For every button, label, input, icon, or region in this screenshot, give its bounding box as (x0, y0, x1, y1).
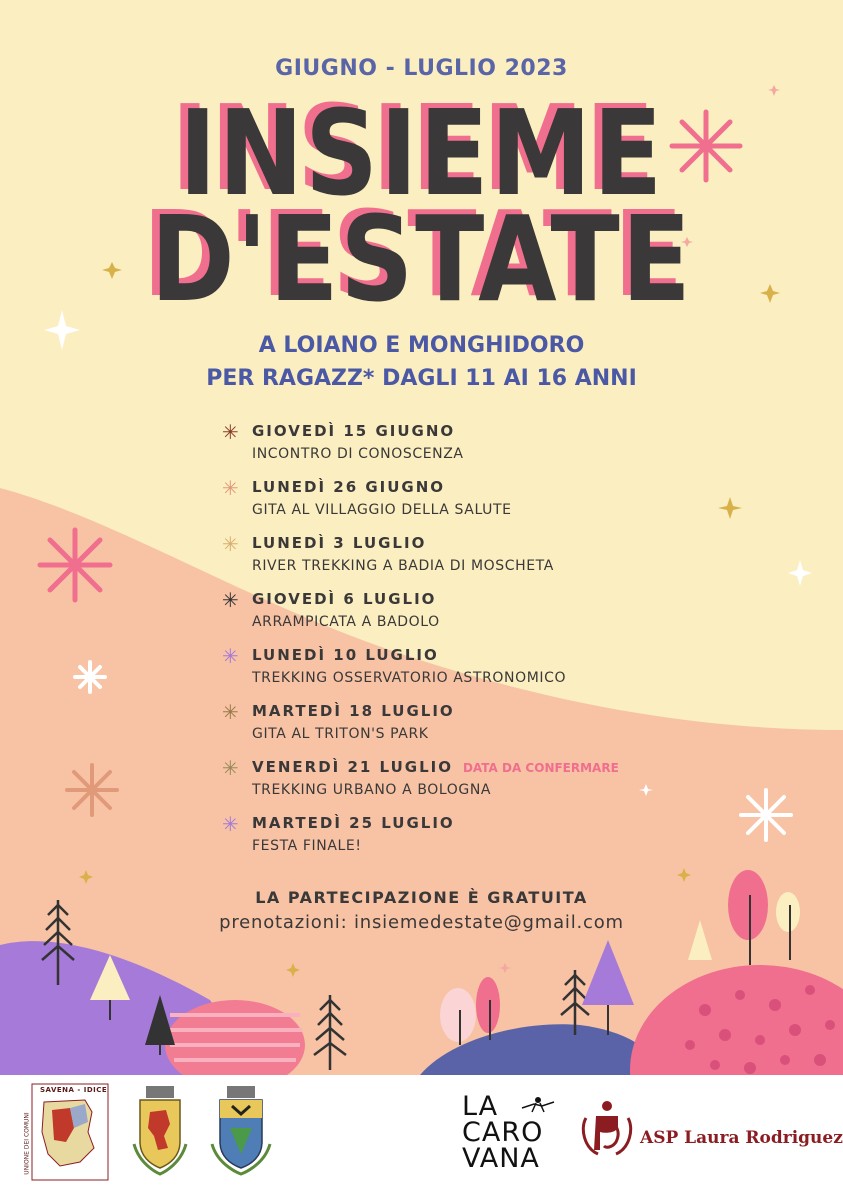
savena-side-text: UNIONE DEI COMUNI (23, 1112, 31, 1175)
event-item (222, 644, 742, 700)
asterisk-star-icon: ✳ (222, 420, 239, 444)
subtitle-location: A LOIANO E MONGHIDORO (258, 333, 585, 358)
event-date (252, 814, 455, 832)
event-item (222, 700, 742, 756)
event-date-text: MARTEDÌ 18 LUGLIO (252, 702, 455, 720)
asterisk-star-icon: ✳ (222, 644, 239, 668)
event-date (252, 534, 426, 552)
event-date (252, 478, 445, 496)
date-range: GIUGNO - LUGLIO 2023 (275, 56, 568, 81)
asterisk-star-icon: ✳ (222, 756, 239, 780)
asterisk-star-icon: ✳ (222, 812, 239, 836)
event-date (252, 590, 436, 608)
booking-email: prenotazioni: insiemedestate@gmail.com (219, 912, 624, 933)
event-date (252, 422, 455, 440)
monghidoro-crest (208, 1084, 274, 1176)
event-date-text: GIOVEDÌ 15 GIUGNO (252, 422, 456, 440)
title-line-2: D'ESTATE (150, 190, 693, 328)
asp-laura-rodriguez-label: ASP Laura Rodriguez (640, 1128, 843, 1148)
event-description: TREKKING URBANO A BOLOGNA (252, 782, 492, 798)
asterisk-star-icon: ✳ (222, 476, 239, 500)
savena-idice-logo (30, 1082, 110, 1182)
asp-monogram-icon (578, 1098, 636, 1160)
event-date (252, 646, 439, 664)
event-item (222, 756, 742, 812)
subtitle-age: PER RAGAZZ* DAGLI 11 AI 16 ANNI (206, 366, 637, 391)
event-item (222, 812, 742, 868)
event-item (222, 476, 742, 532)
free-participation: LA PARTECIPAZIONE È GRATUITA (255, 888, 588, 907)
event-description: INCONTRO DI CONOSCENZA (252, 446, 464, 462)
title-line-1: INSIEME (178, 84, 665, 222)
loiano-crest (130, 1084, 190, 1176)
event-note: DATA DA CONFERMARE (462, 761, 619, 775)
asterisk-star-icon: ✳ (222, 588, 239, 612)
event-item (222, 420, 742, 476)
event-date (252, 758, 619, 776)
event-date-text: GIOVEDÌ 6 LUGLIO (252, 590, 437, 608)
event-date-text: LUNEDÌ 26 GIUGNO (252, 478, 446, 496)
title-line-2-wrap (0, 190, 843, 328)
carovana-figure-icon (520, 1094, 556, 1116)
event-date-text: LUNEDÌ 3 LUGLIO (252, 534, 427, 552)
event-description: GITA AL TRITON'S PARK (252, 726, 429, 742)
carovana-line-3: VANA (462, 1143, 540, 1174)
savena-title: SAVENA - IDICE (40, 1086, 108, 1094)
asterisk-star-icon: ✳ (222, 532, 239, 556)
event-date-text: MARTEDÌ 25 LUGLIO (252, 814, 455, 832)
carovana-line-1: LA (462, 1091, 499, 1122)
event-date-text: VENERDÌ 21 LUGLIO (252, 758, 453, 776)
event-item (222, 532, 742, 588)
events-list (222, 420, 742, 868)
event-description: GITA AL VILLAGGIO DELLA SALUTE (252, 502, 512, 518)
carovana-line-2: CARO (462, 1117, 544, 1148)
event-item (222, 588, 742, 644)
event-date-text: LUNEDÌ 10 LUGLIO (252, 646, 439, 664)
event-description: ARRAMPICATA A BADOLO (252, 614, 440, 630)
event-date (252, 702, 455, 720)
event-description: RIVER TREKKING A BADIA DI MOSCHETA (252, 558, 554, 574)
event-description: FESTA FINALE! (252, 838, 362, 854)
asterisk-star-icon: ✳ (222, 700, 239, 724)
event-description: TREKKING OSSERVATORIO ASTRONOMICO (252, 670, 567, 686)
